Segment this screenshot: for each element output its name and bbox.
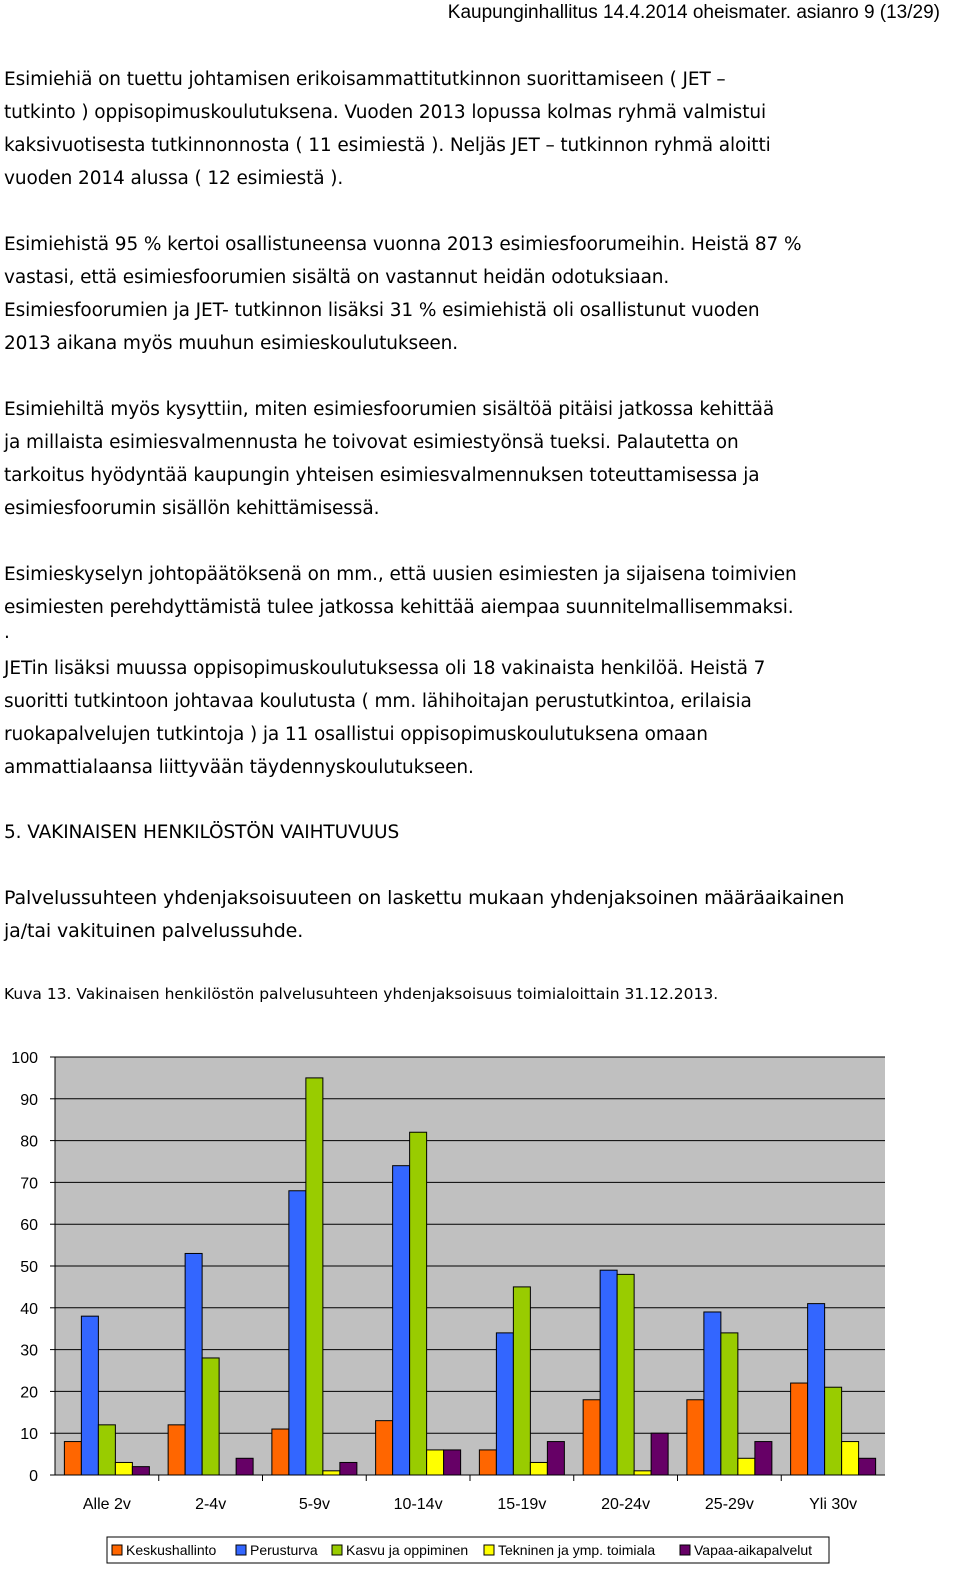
text-line: ammattialaansa liittyvään täydennyskoulutukseen. bbox=[4, 757, 474, 778]
paragraph-johtopaatos bbox=[4, 558, 954, 642]
paragraph-oppisopimus bbox=[4, 652, 954, 784]
bar-keskushallinto bbox=[272, 1429, 289, 1475]
x-tick-label: 25-29v bbox=[704, 1496, 754, 1513]
legend-swatch bbox=[236, 1545, 246, 1555]
y-tick-label: 10 bbox=[20, 1426, 38, 1444]
bar-perusturva bbox=[600, 1270, 617, 1475]
text-line: vuoden 2014 alussa ( 12 esimiestä ). bbox=[4, 168, 344, 189]
bar-tekninen-ja-ymp-toimiala bbox=[530, 1462, 547, 1475]
legend-swatch bbox=[112, 1545, 122, 1555]
bar-keskushallinto bbox=[64, 1442, 81, 1475]
text-line: vastasi, että esimiesfoorumien sisältä on vastannut heidän odotuksiaan. bbox=[4, 267, 670, 288]
bar-vapaa-aikapalvelut bbox=[755, 1442, 772, 1475]
x-tick-label: 20-24v bbox=[601, 1496, 651, 1513]
text-line: ja/tai vakituinen palvelussuhde. bbox=[4, 920, 304, 942]
text-line: Esimieskyselyn johtopäätöksenä on mm., että uusien esimiesten ja sijaisena toimivien bbox=[4, 564, 797, 585]
text-line: tarkoitus hyödyntää kaupungin yhteisen esimiesvalmennuksen toteuttamisessa ja bbox=[4, 465, 760, 486]
legend-swatch bbox=[680, 1545, 690, 1555]
bar-keskushallinto bbox=[376, 1421, 393, 1475]
y-tick-label: 30 bbox=[20, 1342, 38, 1360]
bar-keskushallinto bbox=[479, 1450, 496, 1475]
text-line: esimiesten perehdyttämistä tulee jatkossa kehittää aiempaa suunnitelmallisemmaksi. bbox=[4, 597, 794, 618]
y-tick-label: 80 bbox=[20, 1133, 38, 1151]
y-tick-label: 90 bbox=[20, 1091, 38, 1109]
text-line: tutkinto ) oppisopimuskoulutuksena. Vuoden 2013 lopussa kolmas ryhmä valmistui bbox=[4, 102, 767, 123]
bar-perusturva bbox=[808, 1304, 825, 1475]
bar-kasvu-ja-oppiminen bbox=[98, 1425, 115, 1475]
bar-perusturva bbox=[393, 1166, 410, 1475]
figure-caption: Kuva 13. Vakinaisen henkilöstön palvelusuhteen yhdenjaksoisuus toimialoittain 31.12.2013. bbox=[4, 985, 719, 1003]
text-line: Esimiehiä on tuettu johtamisen erikoisammattitutkinnon suorittamiseen ( JET – bbox=[4, 69, 726, 90]
section-heading: 5. VAKINAISEN HENKILÖSTÖN VAIHTUVUUS bbox=[4, 822, 400, 843]
bar-kasvu-ja-oppiminen bbox=[513, 1287, 530, 1475]
legend-swatch bbox=[332, 1545, 342, 1555]
text-line: suoritti tutkintoon johtavaa koulutusta ( mm. lähihoitajan perustutkintoa, erilaisia bbox=[4, 691, 752, 712]
document-header: Kaupunginhallitus 14.4.2014 oheismater. asianro 9 (13/29) bbox=[447, 2, 940, 23]
text-line: ja millaista esimiesvalmennusta he toivovat esimiestyönsä tueksi. Palautetta on bbox=[4, 432, 739, 453]
bar-vapaa-aikapalvelut bbox=[444, 1450, 461, 1475]
bar-vapaa-aikapalvelut bbox=[547, 1442, 564, 1475]
x-tick-label: 10-14v bbox=[393, 1496, 443, 1513]
bar-perusturva bbox=[81, 1316, 98, 1475]
y-tick-label: 0 bbox=[29, 1468, 38, 1485]
text-line: 2013 aikana myös muuhun esimieskoulutukseen. bbox=[4, 333, 459, 354]
bar-tekninen-ja-ymp-toimiala bbox=[115, 1462, 132, 1475]
legend-label: Tekninen ja ymp. toimiala bbox=[498, 1542, 656, 1558]
bar-vapaa-aikapalvelut bbox=[236, 1458, 253, 1475]
bar-kasvu-ja-oppiminen bbox=[617, 1274, 634, 1475]
paragraph-foorumi bbox=[4, 228, 954, 360]
bar-keskushallinto bbox=[791, 1383, 808, 1475]
bar-kasvu-ja-oppiminen bbox=[410, 1132, 427, 1475]
bar-keskushallinto bbox=[687, 1400, 704, 1475]
legend-label: Perusturva bbox=[250, 1542, 318, 1558]
bar-kasvu-ja-oppiminen bbox=[721, 1333, 738, 1475]
bar-perusturva bbox=[185, 1253, 202, 1475]
text-line: kaksivuotisesta tutkinnonnosta ( 11 esimiestä ). Neljäs JET – tutkinnon ryhmä aloitti bbox=[4, 135, 771, 156]
y-tick-label: 100 bbox=[11, 1050, 38, 1067]
bar-kasvu-ja-oppiminen bbox=[825, 1387, 842, 1475]
legend-label: Vapaa-aikapalvelut bbox=[694, 1542, 813, 1558]
bar-keskushallinto bbox=[583, 1400, 600, 1475]
y-tick-label: 20 bbox=[20, 1384, 38, 1402]
bar-vapaa-aikapalvelut bbox=[651, 1433, 668, 1475]
text-line: Esimiehiltä myös kysyttiin, miten esimiesfoorumien sisältöä pitäisi jatkossa kehittää bbox=[4, 399, 775, 420]
paragraph-jet bbox=[4, 63, 954, 195]
text-line: JETin lisäksi muussa oppisopimuskoulutuksessa oli 18 vakinaista henkilöä. Heistä 7 bbox=[4, 658, 766, 679]
paragraph-kehittaminen bbox=[4, 393, 954, 525]
bar-tekninen-ja-ymp-toimiala bbox=[738, 1458, 755, 1475]
bar-vapaa-aikapalvelut bbox=[132, 1467, 149, 1475]
bar-tekninen-ja-ymp-toimiala bbox=[634, 1471, 651, 1475]
text-line: Palvelussuhteen yhdenjaksoisuuteen on laskettu mukaan yhdenjaksoinen määräaikainen bbox=[4, 887, 845, 909]
x-tick-label: Yli 30v bbox=[809, 1496, 858, 1513]
bar-perusturva bbox=[704, 1312, 721, 1475]
bar-vapaa-aikapalvelut bbox=[340, 1462, 357, 1475]
text-line: . bbox=[4, 622, 10, 643]
legend-label: Keskushallinto bbox=[126, 1542, 217, 1558]
bar-perusturva bbox=[496, 1333, 513, 1475]
text-line: esimiesfoorumin sisällön kehittämisessä. bbox=[4, 498, 380, 519]
bar-kasvu-ja-oppiminen bbox=[306, 1078, 323, 1475]
y-tick-label: 60 bbox=[20, 1217, 38, 1235]
bar-tekninen-ja-ymp-toimiala bbox=[427, 1450, 444, 1475]
bar-perusturva bbox=[289, 1191, 306, 1475]
text-line: Esimiesfoorumien ja JET- tutkinnon lisäksi 31 % esimiehistä oli osallistunut vuoden bbox=[4, 300, 760, 321]
bar-tekninen-ja-ymp-toimiala bbox=[323, 1471, 340, 1475]
x-tick-label: Alle 2v bbox=[82, 1496, 131, 1513]
legend-label: Kasvu ja oppiminen bbox=[346, 1542, 469, 1558]
text-line: ruokapalvelujen tutkintoja ) ja 11 osallistui oppisopimuskoulutuksena omaan bbox=[4, 724, 708, 745]
text-line: Esimiehistä 95 % kertoi osallistuneensa vuonna 2013 esimiesfoorumeihin. Heistä 87 % bbox=[4, 234, 802, 255]
x-tick-label: 2-4v bbox=[195, 1496, 227, 1513]
bar-vapaa-aikapalvelut bbox=[859, 1458, 876, 1475]
x-tick-label: 5-9v bbox=[298, 1496, 330, 1513]
bar-keskushallinto bbox=[168, 1425, 185, 1475]
x-tick-label: 15-19v bbox=[497, 1496, 547, 1513]
bar-tekninen-ja-ymp-toimiala bbox=[842, 1442, 859, 1475]
paragraph-palvelussuhde bbox=[4, 882, 954, 948]
y-tick-label: 40 bbox=[20, 1300, 38, 1318]
bar-chart bbox=[0, 1040, 960, 1587]
y-tick-label: 50 bbox=[20, 1259, 38, 1276]
y-tick-label: 70 bbox=[20, 1175, 38, 1193]
bar-kasvu-ja-oppiminen bbox=[202, 1358, 219, 1475]
legend-swatch bbox=[484, 1545, 494, 1555]
